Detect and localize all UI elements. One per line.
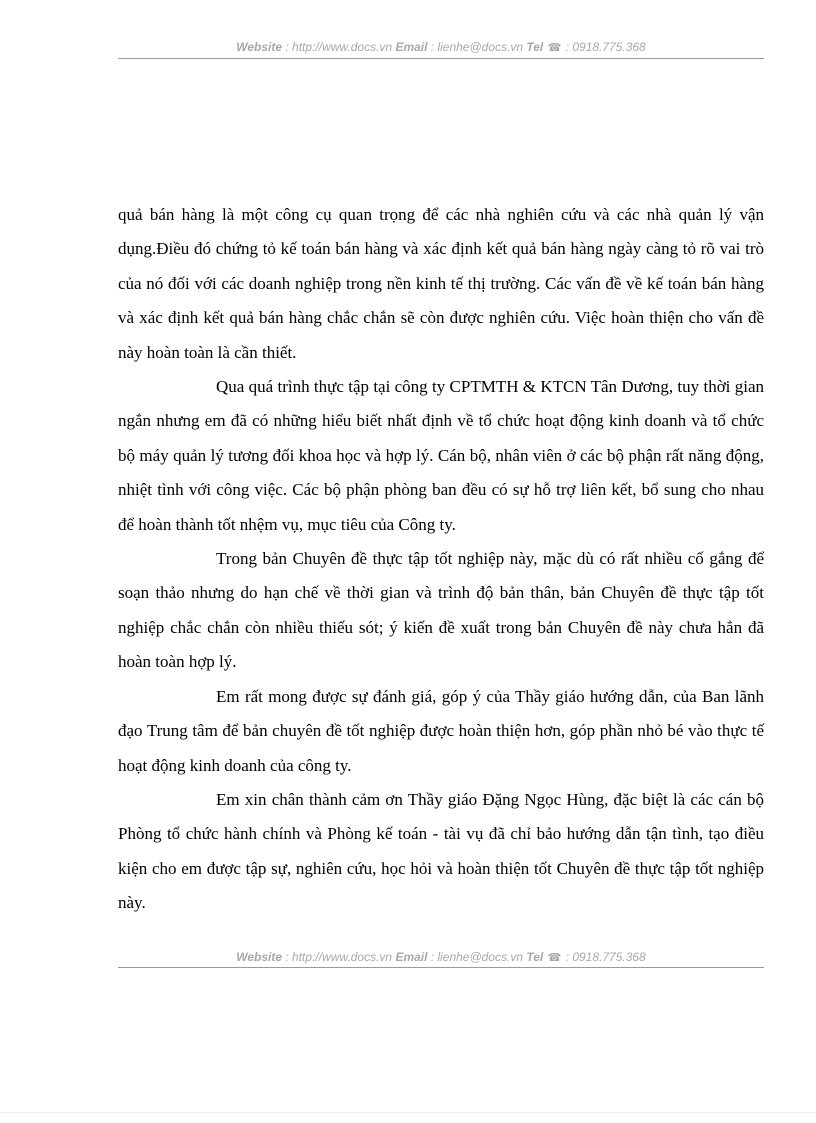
header-divider [118, 58, 764, 59]
header-website-value[interactable]: : http://www.docs.vn [282, 40, 396, 54]
footer-email-value[interactable]: : lienhe@docs.vn [427, 950, 527, 964]
footer-divider [118, 967, 764, 968]
paragraph-4: Em rất mong được sự đánh giá, góp ý của Thầy giáo hướng dẫn, của Ban lãnh đạo Trung tâm để bản chuyên đề tốt nghiệp được hoàn thiện hơn, góp phần nhỏ bé vào thực tế hoạt động kinh doanh của công ty. [118, 686, 764, 775]
footer-tel-label: Tel [526, 950, 544, 964]
footer-tel-value: : 0918.775.368 [562, 950, 646, 964]
paragraph-1: quả bán hàng là một công cụ quan trọng để các nhà nghiên cứu và các nhà quản lý vận dụng.Điều đó chứng tỏ kế toán bán hàng và xác định kết quả bán hàng ngày càng tỏ rõ vai trò của nó đối với các doanh nghiệp trong nền kinh tế thị trường. Các vấn đề về kế toán bán hàng và xác định kết quả bán hàng chắc chắn sẽ còn được nghiên cứu. Việc hoàn thiện cho vấn đề này hoàn toàn là cần thiết. [118, 205, 764, 362]
header-email-value[interactable]: : lienhe@docs.vn [427, 40, 527, 54]
paragraph-5: Em xin chân thành cảm ơn Thầy giáo Đặng Ngọc Hùng, đặc biệt là các cán bộ Phòng tổ chức hành chính và Phòng kế toán - tài vụ đã chỉ bảo hướng dẫn tận tình, tạo điều kiện cho em được tập sự, nghiên cứu, học hỏi và hoàn thiện tốt Chuyên đề thực tập tốt nghiệp này. [118, 789, 764, 913]
footer-email-label: Email [395, 950, 428, 964]
page-header [118, 40, 764, 55]
paragraph-2: Qua quá trình thực tập tại công ty CPTMTH & KTCN Tân Dương, tuy thời gian ngắn nhưng em đã có những hiểu biết nhất định về tổ chức hoạt động kinh doanh và tổ chức bộ máy quản lý tương đối khoa học và hợp lý. Cán bộ, nhân viên ở các bộ phận rất năng động, nhiệt tình với công việc. Các bộ phận phòng ban đều có sự hỗ trợ liên kết, bổ sung cho nhau để hoàn thành tốt nhệm vụ, mục tiêu của Công ty. [118, 377, 764, 534]
footer-website-label: Website [236, 950, 283, 964]
header-website-label: Website [236, 40, 283, 54]
phone-icon: ☎ [547, 42, 562, 54]
document-body [118, 198, 764, 921]
header-email-label: Email [395, 40, 428, 54]
paragraph-3: Trong bản Chuyên đề thực tập tốt nghiệp này, mặc dù có rất nhiều cố gắng để soạn thảo nhưng do hạn chế về thời gian và trình độ bản thân, bản Chuyên đề thực tập tốt nghiệp chắc chắn còn nhiều thiếu sót; ý kiến đề xuất trong bản Chuyên đề này chưa hẳn đã hoàn toàn hợp lý. [118, 549, 764, 672]
phone-icon: ☎ [547, 952, 562, 964]
header-tel-value: : 0918.775.368 [562, 40, 646, 54]
footer-website-value[interactable]: : http://www.docs.vn [282, 950, 396, 964]
page-edge-divider [0, 1112, 816, 1113]
header-tel-label: Tel [526, 40, 544, 54]
page-footer [118, 950, 764, 965]
